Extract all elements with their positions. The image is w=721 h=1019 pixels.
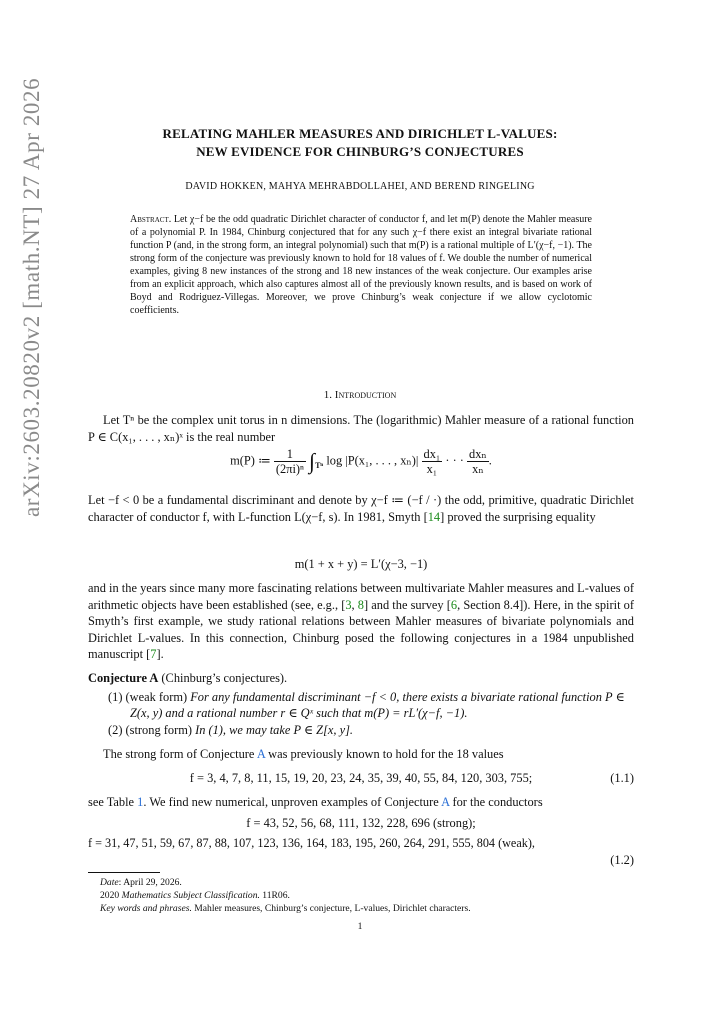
paragraph-discriminant — [88, 492, 634, 525]
conjecture-item-weak — [108, 689, 634, 722]
eq-dx1 — [422, 447, 443, 476]
conjecture-ref-link[interactable]: A — [441, 795, 450, 809]
footnote-rule — [88, 872, 160, 873]
equation-1-2-strong: f = 43, 52, 56, 68, 111, 132, 228, 696 (strong); — [246, 816, 476, 830]
conj2-label: (2) (strong form) — [108, 722, 196, 737]
p3-sep: , — [351, 597, 358, 612]
paper-title — [100, 125, 620, 161]
conj1-text: For any fundamental discriminant −f < 0, there exists a bivariate rational function P ∈ Z(x, y) and a rational number r ∈ Qˣ such that m(P) = rL′(χ−f, −1). — [130, 690, 625, 721]
eq-lhs: m(P) ≔ — [230, 453, 271, 468]
citation-link[interactable]: 7 — [150, 647, 157, 662]
authors: DAVID HOKKEN, MAHYA MEHRABDOLLAHEI, AND BEREND RINGELING — [185, 181, 535, 192]
conjecture-label: Conjecture A — [88, 671, 159, 685]
p4-text-a: The strong form of Conjecture — [103, 747, 257, 761]
equation-1-1 — [88, 770, 634, 786]
eq-dots: · · · — [445, 453, 464, 468]
table-ref-link[interactable]: 1 — [137, 795, 144, 809]
integral-domain: Tⁿ — [315, 460, 324, 470]
p3-text-a: and in the years since many more fascinating relations between multivariate Mahler measures and L-values of arithmetic objects have been established (see, e.g., [ — [88, 581, 634, 612]
equation-smyth: m(1 + x + y) = L′(χ−3, −1) — [294, 557, 428, 571]
p3-text-b: ] and the survey [ — [364, 597, 451, 612]
title-line-2: NEW EVIDENCE FOR CHINBURG’S CONJECTURES — [196, 144, 524, 159]
fn-msc-label: 2020 — [100, 889, 122, 901]
equation-mahler-measure — [88, 447, 634, 487]
conj2-text: In (1), we may take P ∈ Z[x, y]. — [195, 722, 354, 737]
eq-integrand: log |P(x₁, . . . , xₙ)| — [326, 453, 419, 468]
dxn-den: xₙ — [472, 462, 484, 476]
citation-link[interactable]: 3 — [345, 597, 352, 612]
p3-text-d: ]. — [156, 647, 164, 662]
arxiv-identifier: arXiv:2603.20820v2 [math.NT] 27 Apr 2026 — [19, 77, 44, 517]
page-number: 1 — [357, 921, 363, 932]
paragraph-history — [88, 580, 634, 663]
dx1-den: x₁ — [426, 462, 438, 476]
footnote-keywords — [100, 903, 620, 916]
abstract-text: Let χ−f be the odd quadratic Dirichlet character of conductor f, and let m(P) denote the Mahler measure of a polynomial P. In 1984, Chinburg conjectured that for any such χ−f there exist an integral bivariate rational function P (and, in the strong form, an integral polynomial) such that m(P) is a rational multiple of L′(χ−f, −1). The strong form of the conjecture was previously known to hold for 18 values of f. We double the number of numerical examples, giving 8 new instances of the strong and 18 new instances of the weak conjecture. Our examples arise from an explicit approach, which also captures almost all of the previously known results, and is based on work of Boyd and Rodriguez-Villegas. Moreover, we prove Chinburg’s weak conjecture if we allow cyclotomic coefficients. — [130, 214, 592, 316]
p3-text-c: , Section 8.4]). Here, in the spirit of Smyth’s first example, we study rational relations between Mahler measures of bivariate polynomials and Dirichlet L-values. In this connection, Chinburg posed the following conjectures in a 1984 unpublished manuscript [ — [88, 597, 634, 662]
eq-period: . — [488, 453, 492, 468]
fn-date: : April 29, 2026. — [118, 877, 182, 888]
abstract-label: Abstract. — [130, 214, 172, 225]
conjecture-heading — [88, 670, 634, 687]
citation-link[interactable]: 6 — [450, 597, 458, 612]
fn-kw: Mahler measures, Chinburg’s conjecture, L-values, Dirichlet characters. — [191, 902, 471, 914]
footnotes — [100, 877, 620, 915]
p5-text-a: see Table — [88, 795, 138, 809]
dx1-num: dx₁ — [423, 447, 441, 461]
p2-text-b: ] proved the surprising equality — [440, 509, 596, 524]
fn-msc-it: Mathematics Subject Classification. — [121, 889, 260, 901]
citation-link[interactable]: 14 — [427, 509, 441, 524]
abstract — [130, 213, 592, 317]
conjecture-list — [108, 689, 634, 738]
p2-text-a: Let −f < 0 be a fundamental discriminant and denote by χ−f ≔ (−f / ·) the odd, primitive, quadratic Dirichlet character of conductor f, with L-function L(χ−f, s). In 1981, Smyth [ — [88, 493, 634, 524]
eq11-body: f = 3, 4, 7, 8, 11, 15, 19, 20, 23, 24, 35, 39, 40, 55, 84, 120, 303, 755; — [189, 771, 533, 785]
paragraph-new-examples — [88, 794, 634, 811]
eq11-number: (1.1) — [610, 771, 634, 785]
eq-fraction — [274, 447, 306, 476]
paragraph-known-values — [88, 746, 634, 763]
integral-sign: ∫ — [309, 448, 316, 474]
dxn-num: dxₙ — [469, 447, 487, 461]
paragraph-intro: Let Tⁿ be the complex unit torus in n dimensions. The (logarithmic) Mahler measure of a rational function P ∈ C(x₁, . . . , xₙ)ˣ is the real number — [88, 413, 634, 444]
citation-link[interactable]: 8 — [357, 597, 364, 612]
title-line-1: RELATING MAHLER MEASURES AND DIRICHLET L-VALUES: — [162, 126, 558, 141]
conjecture-item-strong — [108, 722, 634, 738]
equation-1-2-weak: f = 31, 47, 51, 59, 67, 87, 88, 107, 123, 136, 164, 183, 195, 260, 264, 291, 555, 804 (weak), — [88, 836, 535, 850]
fn-date-label: Date — [100, 877, 119, 888]
eq-frac-num: 1 — [274, 447, 306, 462]
conj1-label: (1) (weak form) — [108, 690, 191, 704]
conjecture-note: (Chinburg’s conjectures). — [158, 671, 288, 685]
p5-text-b: . We find new numerical, unproven examples of Conjecture — [143, 795, 442, 809]
p5-text-c: for the conductors — [449, 795, 543, 809]
equation-1-2-number: (1.2) — [610, 853, 634, 867]
fn-kw-it: Key words and phrases. — [100, 902, 192, 914]
p4-text-b: was previously known to hold for the 18 values — [265, 747, 504, 761]
eq-dxn — [467, 447, 489, 476]
footnote-date — [100, 877, 620, 890]
footnote-msc — [100, 890, 620, 903]
eq-frac-den: (2πi)ⁿ — [275, 462, 304, 476]
conjecture-ref-link[interactable]: A — [256, 747, 266, 761]
fn-msc: 11R06. — [259, 889, 290, 901]
section-heading: 1. Introduction — [323, 389, 397, 401]
